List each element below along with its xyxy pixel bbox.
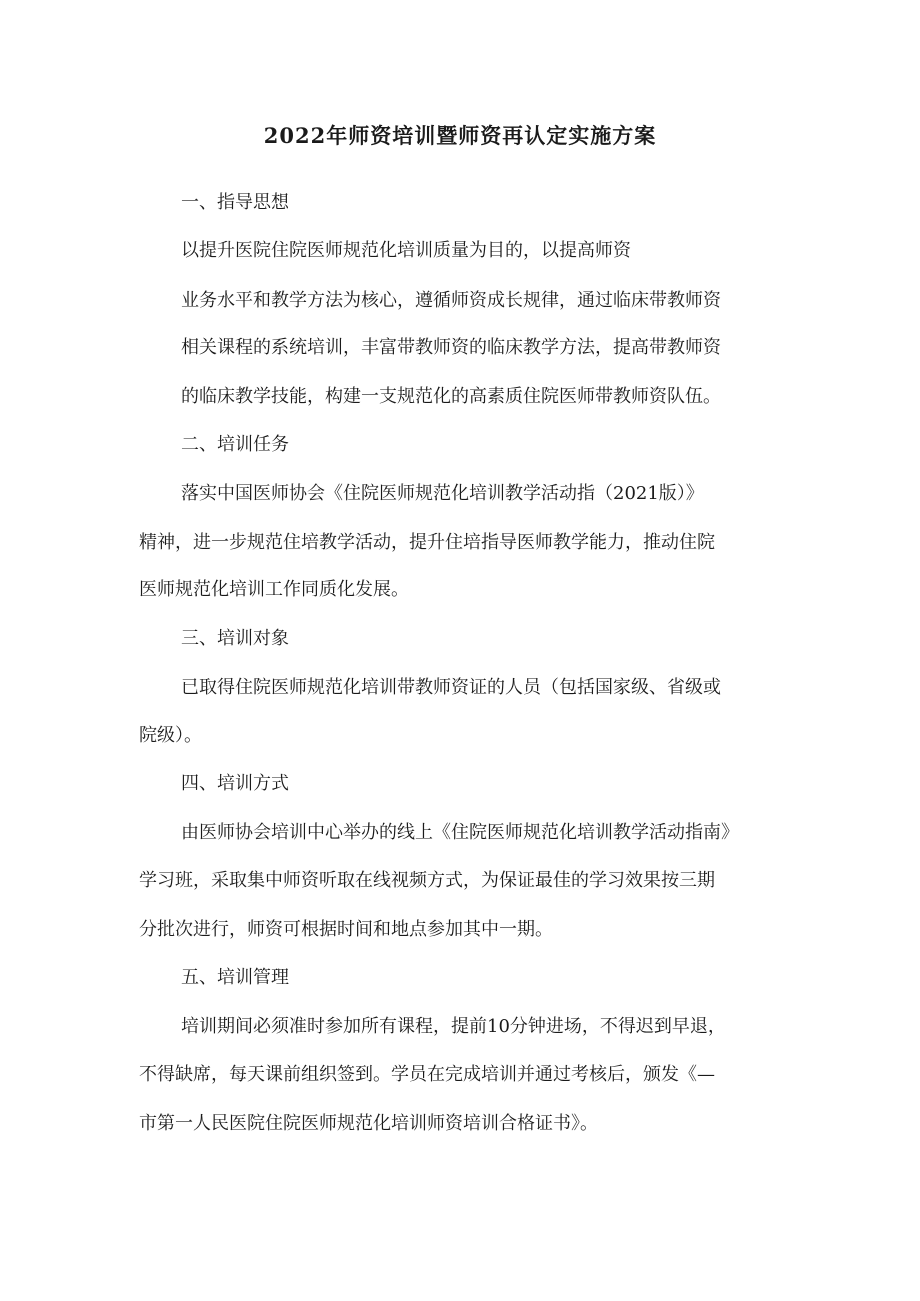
paragraph-line: 精神，进一步规范住培教学活动，提升住培指导医师教学能力，推动住院	[139, 532, 715, 553]
section-heading-training-management: 五、培训管理	[181, 967, 289, 988]
paragraph-line: 院级）。	[139, 725, 202, 746]
paragraph-line: 培训期间必须准时参加所有课程，提前10分钟进场，不得迟到早退，	[181, 1016, 726, 1037]
section-heading-training-method: 四、培训方式	[181, 773, 289, 794]
paragraph-line: 业务水平和教学方法为核心，遵循师资成长规律，通过临床带教师资	[181, 290, 721, 311]
paragraph-line: 分批次进行，师资可根据时间和地点参加其中一期。	[139, 919, 553, 940]
paragraph-line: 相关课程的系统培训，丰富带教师资的临床教学方法，提高带教师资	[181, 337, 721, 358]
paragraph-line: 不得缺席，每天课前组织签到。学员在完成培训并通过考核后，颁发《—	[139, 1064, 715, 1085]
paragraph-line: 落实中国医师协会《住院医师规范化培训教学活动指（2021版）》	[181, 483, 704, 504]
paragraph-line: 由医师协会培训中心举办的线上《住院医师规范化培训教学活动指南》	[181, 822, 739, 843]
paragraph-line: 已取得住院医师规范化培训带教师资证的人员（包括国家级、省级或	[181, 677, 721, 698]
paragraph-line: 的临床教学技能，构建一支规范化的高素质住院医师带教师资队伍。	[181, 386, 721, 407]
paragraph-line: 学习班，采取集中师资听取在线视频方式，为保证最佳的学习效果按三期	[139, 870, 715, 891]
document-title: 2022年师资培训暨师资再认定实施方案	[263, 123, 657, 148]
section-heading-training-task: 二、培训任务	[181, 434, 289, 455]
section-heading-training-target: 三、培训对象	[181, 628, 289, 649]
paragraph-line: 医师规范化培训工作同质化发展。	[139, 579, 409, 600]
paragraph-line: 市第一人民医院住院医师规范化培训师资培训合格证书》。	[139, 1113, 598, 1134]
section-heading-guiding-thought: 一、指导思想	[181, 192, 289, 213]
paragraph-line: 以提升医院住院医师规范化培训质量为目的，以提高师资	[181, 240, 631, 261]
